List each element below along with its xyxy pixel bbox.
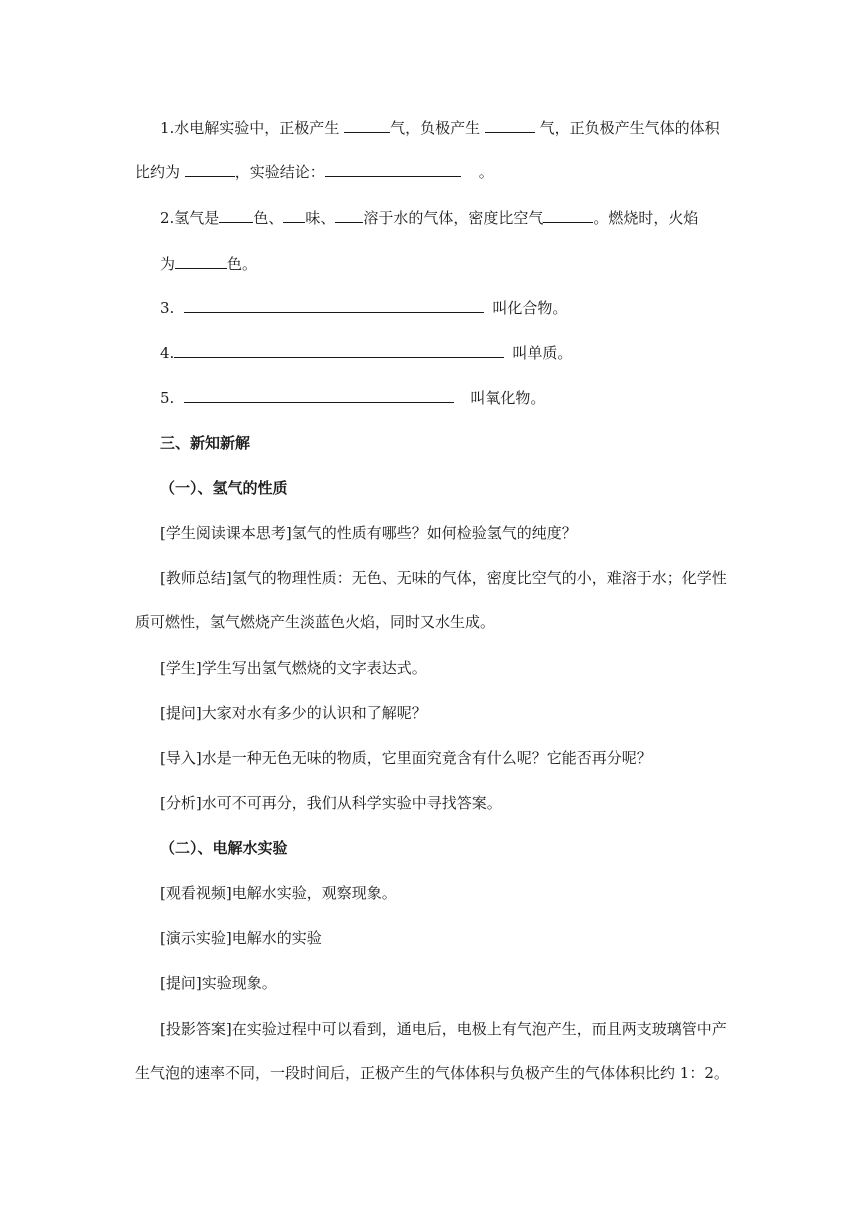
q5-text: 叫氧化物。 [470, 389, 546, 407]
question-4 [160, 343, 572, 363]
subheading-hydrogen-properties: （一）、氢气的性质 [160, 479, 288, 497]
question-3 [160, 298, 567, 318]
q4-blank[interactable] [174, 343, 504, 358]
q5-blank[interactable] [184, 388, 454, 403]
paragraph-student-reading: [学生阅读课本思考]氢气的性质有哪些？如何检验氢气的纯度？ [160, 524, 577, 542]
question-5 [160, 388, 545, 408]
paragraph-ask-phenomenon: [提问]实验现象。 [160, 974, 277, 992]
q5-number: 5. [160, 389, 175, 407]
q2-text-a: 2.氢气是 [160, 209, 220, 227]
q2-text-c: 味、 [305, 209, 336, 227]
q3-number: 3. [160, 299, 175, 317]
q1-blank-positive[interactable] [344, 118, 390, 133]
q2-text-e: 。燃烧时，火焰 [593, 209, 699, 227]
q1-text-f: 。 [478, 163, 494, 181]
q1-blank-negative[interactable] [485, 118, 535, 133]
subheading-electrolysis: （二）、电解水实验 [160, 839, 288, 857]
paragraph-demo: [演示实验]电解水的实验 [160, 929, 322, 947]
q2-text-g: 色。 [227, 255, 258, 273]
paragraph-answer-2: 生气泡的速率不同，一段时间后，正极产生的气体体积与负极产生的气体体积比约 1：2。 [135, 1064, 729, 1082]
section-heading: 三、新知新解 [160, 434, 251, 452]
q2-blank-color[interactable] [219, 208, 253, 223]
q3-blank[interactable] [184, 298, 484, 313]
q1-text-e: ，实验结论： [234, 163, 325, 181]
paragraph-watch-video: [观看视频]电解水实验，观察现象。 [160, 884, 397, 902]
q2-blank-density[interactable] [543, 208, 593, 223]
paragraph-student-write: [学生]学生写出氢气燃烧的文字表达式。 [160, 659, 427, 677]
q3-text: 叫化合物。 [492, 299, 568, 317]
q4-number: 4. [160, 344, 175, 362]
paragraph-analysis: [分析]水可不可再分，我们从科学实验中寻找答案。 [160, 794, 502, 812]
q1-text-d: 比约为 [135, 163, 185, 181]
q2-blank-flame-color[interactable] [175, 254, 227, 269]
paragraph-introduction: [导入]水是一种无色无味的物质，它里面究竟含有什么呢？它能否再分呢？ [160, 749, 652, 767]
q2-text-d: 溶于水的气体，密度比空气 [363, 209, 544, 227]
q1-blank-ratio[interactable] [185, 162, 235, 177]
q1-text-b: 气，负极产生 [390, 119, 485, 137]
paragraph-question: [提问]大家对水有多少的认识和了解呢？ [160, 704, 427, 722]
q1-text-a: 1.水电解实验中，正极产生 [160, 119, 345, 137]
q1-blank-conclusion[interactable] [325, 162, 461, 177]
q1-text-c: 气，正负极产生气体的体积 [534, 119, 720, 137]
paragraph-teacher-summary-1: [教师总结]氢气的物理性质：无色、无味的气体，密度比空气的小，难溶于水；化学性 [160, 569, 727, 587]
q2-text-f: 为 [160, 255, 176, 273]
q4-text: 叫单质。 [512, 344, 573, 362]
q2-blank-odor[interactable] [283, 208, 305, 223]
q2-text-b: 色、 [253, 209, 284, 227]
question-2-line-1 [160, 208, 698, 228]
question-1-line-2 [135, 162, 494, 182]
question-1-line-1 [160, 118, 720, 138]
paragraph-answer-1: [投影答案]在实验过程中可以看到，通电后，电极上有气泡产生，而且两支玻璃管中产 [160, 1020, 727, 1038]
q2-blank-solubility[interactable] [335, 208, 363, 223]
question-2-line-2 [160, 254, 257, 274]
paragraph-teacher-summary-2: 质可燃性，氢气燃烧产生淡蓝色火焰，同时又水生成。 [135, 613, 496, 631]
